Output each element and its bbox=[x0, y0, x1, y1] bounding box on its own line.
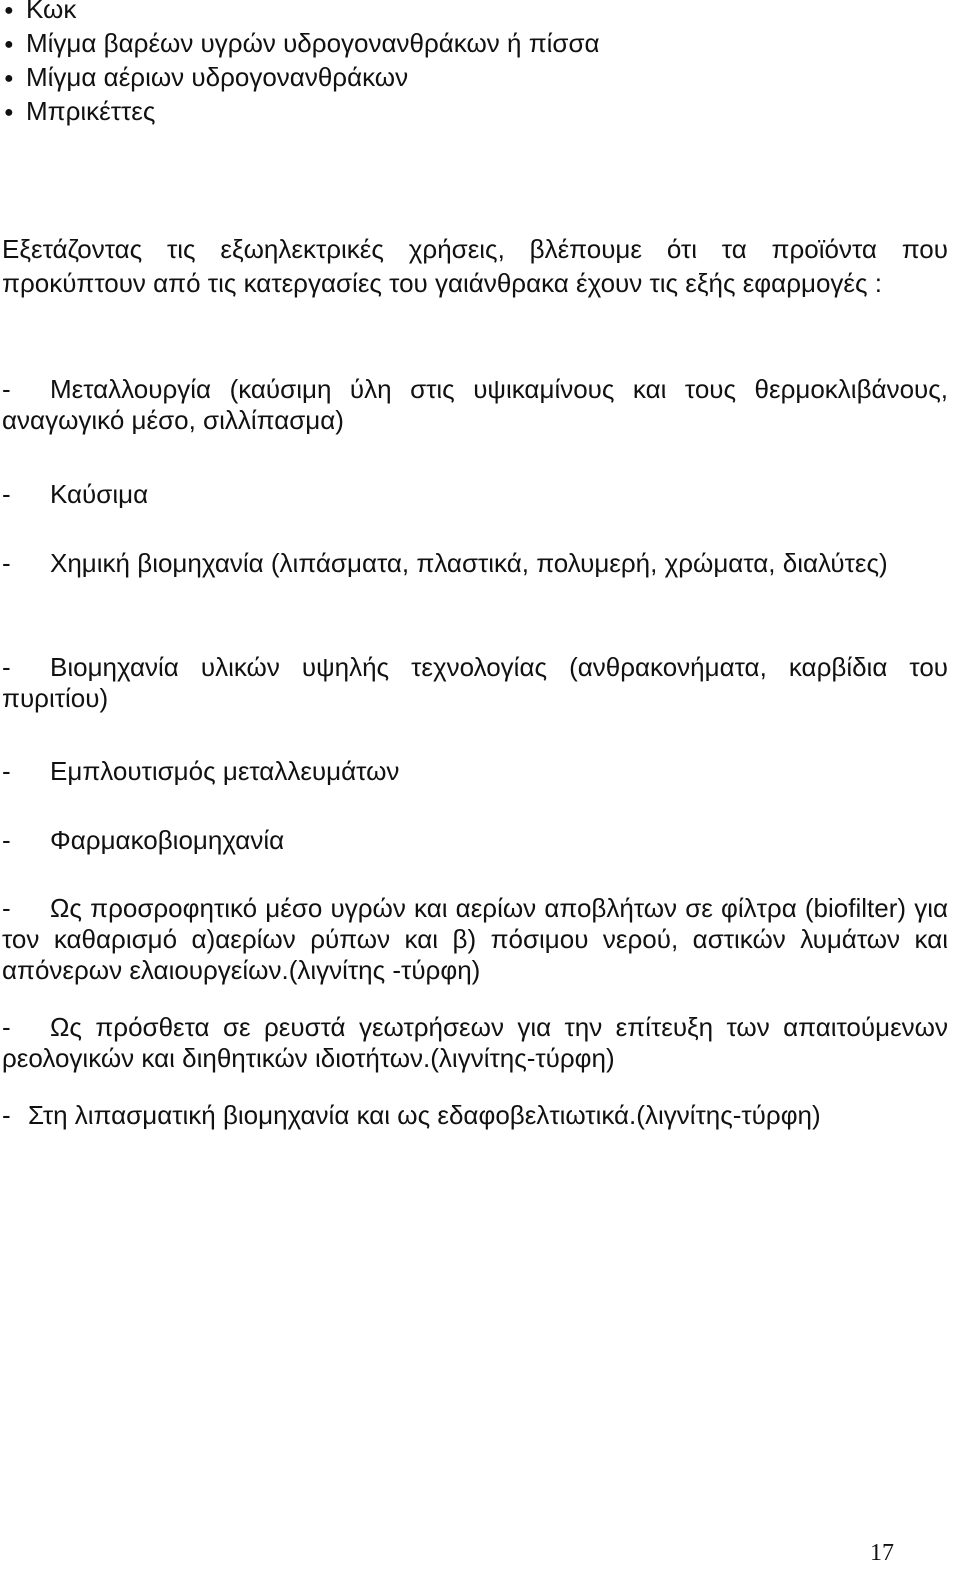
bullet-item: ● Μίγμα αέριων υδρογονανθράκων bbox=[4, 60, 944, 94]
application-item: - Καύσιμα bbox=[2, 479, 149, 509]
bullet-icon: ● bbox=[4, 104, 14, 121]
bullet-item: ● Κωκ bbox=[4, 0, 944, 26]
page-number: 17 bbox=[870, 1540, 894, 1566]
application-item: - Μεταλλουργία (καύσιμη ύλη στις υψικαμίνους και τους θερμοκλιβάνους, αναγωγικό μέσο, σιλλίπασμα) bbox=[2, 374, 948, 435]
bullet-item: ● Μίγμα βαρέων υγρών υδρογονανθράκων ή πίσσα bbox=[4, 26, 944, 60]
application-item: - Ως πρόσθετα σε ρευστά γεωτρήσεων για την επίτευξη των απαιτούμενων ρεολογικών και διηθητικών ιδιοτήτων.(λιγνίτης-τύρφη) bbox=[2, 1012, 948, 1073]
intro-paragraph: Εξετάζοντας τις εξωηλεκτρικές χρήσεις, βλέπουμε ότι τα προϊόντα που προκύπτουν από τις κατεργασίες του γαιάνθρακα έχουν τις εξής εφαρμογές : bbox=[2, 234, 948, 298]
bullet-icon: ● bbox=[4, 36, 14, 53]
bullet-icon: ● bbox=[4, 2, 14, 19]
application-item: - Εμπλουτισμός μεταλλευμάτων bbox=[2, 756, 400, 786]
bullet-item: ● Μπρικέττες bbox=[4, 94, 944, 128]
bullet-icon: ● bbox=[4, 70, 14, 87]
application-item: - Ως προσροφητικό μέσο υγρών και αερίων αποβλήτων σε φίλτρα (biofilter) για τον καθαρισμό α)αερίων ρύπων και β) πόσιμου νερού, αστικών λυμάτων και απόνερων ελαιουργείων.(λιγνίτης -τύρφη) bbox=[2, 893, 948, 985]
application-item: - Φαρμακοβιομηχανία bbox=[2, 825, 285, 855]
application-item: - Στη λιπασματική βιομηχανία και ως εδαφοβελτιωτικά.(λιγνίτης-τύρφη) bbox=[2, 1100, 821, 1130]
bullet-list bbox=[4, 0, 944, 128]
application-item: - Βιομηχανία υλικών υψηλής τεχνολογίας (ανθρακονήματα, καρβίδια του πυριτίου) bbox=[2, 652, 948, 713]
application-item: - Χημική βιομηχανία (λιπάσματα, πλαστικά, πολυμερή, χρώματα, διαλύτες) bbox=[2, 548, 888, 578]
